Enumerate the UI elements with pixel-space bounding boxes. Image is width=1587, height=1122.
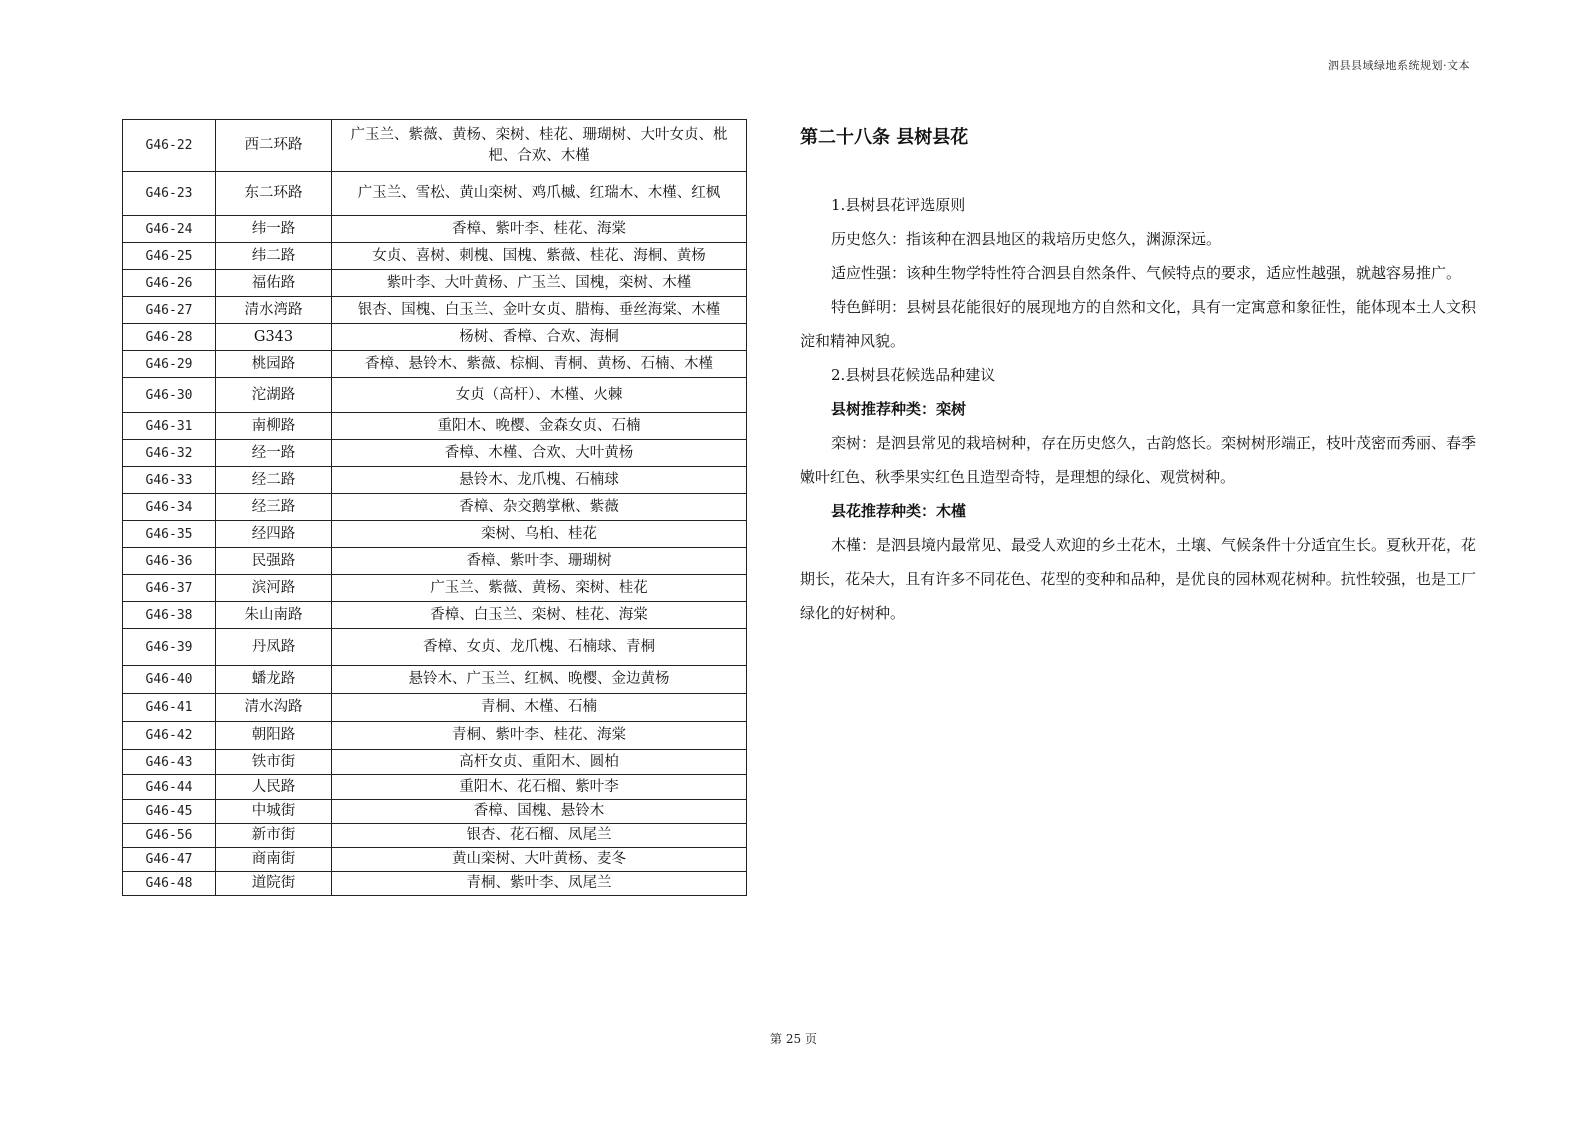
road-name-cell: 纬一路 <box>216 216 332 243</box>
road-name-cell: 东二环路 <box>216 172 332 216</box>
road-code-cell: G46-24 <box>123 216 216 243</box>
principle-history: 历史悠久：指该种在泗县地区的栽培历史悠久，渊源深远。 <box>831 230 1222 248</box>
road-code-cell: G46-35 <box>123 521 216 548</box>
table-row <box>123 120 747 172</box>
table-row <box>123 872 747 896</box>
road-name-cell: 经二路 <box>216 467 332 494</box>
road-name-cell: 铁市街 <box>216 750 332 775</box>
tree-species-cell: 香樟、女贞、龙爪槐、石楠球、青桐 <box>332 629 747 666</box>
road-name-cell: 民强路 <box>216 548 332 575</box>
county-tree-description: 栾树：是泗县常见的栽培树种，存在历史悠久，古韵悠长。栾树树形端正，枝叶茂密而秀丽、春季嫩叶红色、秋季果实红色且造型奇特，是理想的绿化、观赏树种。 <box>800 434 1477 486</box>
road-name-cell: 清水湾路 <box>216 297 332 324</box>
principle-adaptability: 适应性强：该种生物学特性符合泗县自然条件、气候特点的要求，适应性越强，就越容易推广。 <box>831 264 1462 282</box>
road-code-cell: G46-43 <box>123 750 216 775</box>
road-name-cell: 朝阳路 <box>216 722 332 750</box>
document-header-title: 泗县县域绿地系统规划·文本 <box>1328 59 1470 72</box>
table-row <box>123 750 747 775</box>
tree-species-cell: 青桐、木槿、石楠 <box>332 694 747 722</box>
table-row <box>123 351 747 378</box>
table-row <box>123 575 747 602</box>
road-code-cell: G46-47 <box>123 848 216 872</box>
table-row <box>123 694 747 722</box>
road-name-cell: 道院街 <box>216 872 332 896</box>
tree-species-cell: 悬铃木、广玉兰、红枫、晚樱、金边黄杨 <box>332 666 747 694</box>
road-code-cell: G46-25 <box>123 243 216 270</box>
road-name-cell: 朱山南路 <box>216 602 332 629</box>
road-code-cell: G46-34 <box>123 494 216 521</box>
table-row <box>123 243 747 270</box>
road-code-cell: G46-26 <box>123 270 216 297</box>
tree-species-cell: 香樟、紫叶李、珊瑚树 <box>332 548 747 575</box>
tree-species-cell: 香樟、木槿、合欢、大叶黄杨 <box>332 440 747 467</box>
road-code-cell: G46-36 <box>123 548 216 575</box>
tree-species-cell: 悬铃木、龙爪槐、石楠球 <box>332 467 747 494</box>
table-row <box>123 378 747 413</box>
section-heading-candidates: 2.县树县花候选品种建议 <box>831 366 996 384</box>
tree-species-cell: 青桐、紫叶李、桂花、海棠 <box>332 722 747 750</box>
road-code-cell: G46-44 <box>123 775 216 800</box>
tree-species-cell: 黄山栾树、大叶黄杨、麦冬 <box>332 848 747 872</box>
tree-species-cell: 香樟、白玉兰、栾树、桂花、海棠 <box>332 602 747 629</box>
road-name-cell: 人民路 <box>216 775 332 800</box>
road-code-cell: G46-42 <box>123 722 216 750</box>
road-code-cell: G46-40 <box>123 666 216 694</box>
tree-species-cell: 香樟、杂交鹅掌楸、紫薇 <box>332 494 747 521</box>
county-flower-description: 木槿：是泗县境内最常见、最受人欢迎的乡土花木，土壤、气候条件十分适宜生长。夏秋开花，花期长，花朵大，且有许多不同花色、花型的变种和品种，是优良的园林观花树种。抗性较强，也是工厂绿化的好树种。 <box>800 536 1477 622</box>
page-number: 第 25 页 <box>770 1032 817 1046</box>
table-row <box>123 297 747 324</box>
table-row <box>123 324 747 351</box>
table-row <box>123 722 747 750</box>
table-row <box>123 775 747 800</box>
tree-species-cell: 青桐、紫叶李、凤尾兰 <box>332 872 747 896</box>
table-row <box>123 848 747 872</box>
road-code-cell: G46-48 <box>123 872 216 896</box>
road-planting-table <box>122 119 747 896</box>
road-name-cell: 蟠龙路 <box>216 666 332 694</box>
road-code-cell: G46-32 <box>123 440 216 467</box>
tree-species-cell: 银杏、国槐、白玉兰、金叶女贞、腊梅、垂丝海棠、木槿 <box>332 297 747 324</box>
table-row <box>123 800 747 824</box>
table-row <box>123 216 747 243</box>
road-name-cell: 清水沟路 <box>216 694 332 722</box>
road-name-cell: 经三路 <box>216 494 332 521</box>
road-name-cell: 新市街 <box>216 824 332 848</box>
road-code-cell: G46-45 <box>123 800 216 824</box>
table-row <box>123 666 747 694</box>
tree-species-cell: 银杏、花石榴、凤尾兰 <box>332 824 747 848</box>
tree-species-cell: 香樟、国槐、悬铃木 <box>332 800 747 824</box>
county-flower-recommendation: 县花推荐种类：木槿 <box>831 502 967 520</box>
table-row <box>123 270 747 297</box>
tree-species-cell: 广玉兰、雪松、黄山栾树、鸡爪槭、红瑞木、木槿、红枫 <box>332 172 747 216</box>
tree-species-cell: 女贞、喜树、刺槐、国槐、紫薇、桂花、海桐、黄杨 <box>332 243 747 270</box>
section-heading-principles: 1.县树县花评选原则 <box>831 196 966 214</box>
road-code-cell: G46-41 <box>123 694 216 722</box>
road-code-cell: G46-56 <box>123 824 216 848</box>
road-name-cell: 南柳路 <box>216 413 332 440</box>
road-code-cell: G46-27 <box>123 297 216 324</box>
road-code-cell: G46-28 <box>123 324 216 351</box>
table-row <box>123 494 747 521</box>
road-name-cell: 经一路 <box>216 440 332 467</box>
table-row <box>123 824 747 848</box>
road-name-cell: 纬二路 <box>216 243 332 270</box>
road-name-cell: 桃园路 <box>216 351 332 378</box>
tree-species-cell: 重阳木、花石榴、紫叶李 <box>332 775 747 800</box>
county-tree-recommendation: 县树推荐种类：栾树 <box>831 400 967 418</box>
table-row <box>123 413 747 440</box>
road-code-cell: G46-39 <box>123 629 216 666</box>
principle-character: 特色鲜明：县树县花能很好的展现地方的自然和文化，具有一定寓意和象征性，能体现本土人文积淀和精神风貌。 <box>800 298 1477 350</box>
road-name-cell: 滨河路 <box>216 575 332 602</box>
table-row <box>123 467 747 494</box>
table-row <box>123 440 747 467</box>
road-name-cell: G343 <box>216 324 332 351</box>
tree-species-cell: 杨树、香樟、合欢、海桐 <box>332 324 747 351</box>
tree-species-cell: 广玉兰、紫薇、黄杨、栾树、桂花 <box>332 575 747 602</box>
tree-species-cell: 香樟、悬铃木、紫薇、棕榈、青桐、黄杨、石楠、木槿 <box>332 351 747 378</box>
table-body <box>123 120 747 896</box>
road-code-cell: G46-37 <box>123 575 216 602</box>
tree-species-cell: 紫叶李、大叶黄杨、广玉兰、国槐，栾树、木槿 <box>332 270 747 297</box>
tree-species-cell: 香樟、紫叶李、桂花、海棠 <box>332 216 747 243</box>
tree-species-cell: 广玉兰、紫薇、黄杨、栾树、桂花、珊瑚树、大叶女贞、枇杷、合欢、木槿 <box>332 120 747 172</box>
road-name-cell: 西二环路 <box>216 120 332 172</box>
road-code-cell: G46-29 <box>123 351 216 378</box>
road-code-cell: G46-22 <box>123 120 216 172</box>
road-code-cell: G46-38 <box>123 602 216 629</box>
table-row <box>123 548 747 575</box>
road-name-cell: 沱湖路 <box>216 378 332 413</box>
table-row <box>123 172 747 216</box>
article-title: 第二十八条 县树县花 <box>800 127 969 148</box>
tree-species-cell: 高杆女贞、重阳木、圆柏 <box>332 750 747 775</box>
road-name-cell: 福佑路 <box>216 270 332 297</box>
table-row <box>123 521 747 548</box>
road-code-cell: G46-33 <box>123 467 216 494</box>
road-code-cell: G46-30 <box>123 378 216 413</box>
road-name-cell: 商南街 <box>216 848 332 872</box>
road-name-cell: 中城街 <box>216 800 332 824</box>
tree-species-cell: 重阳木、晚樱、金森女贞、石楠 <box>332 413 747 440</box>
tree-species-cell: 女贞（高杆）、木槿、火棘 <box>332 378 747 413</box>
article-section <box>800 124 1476 630</box>
table-row <box>123 602 747 629</box>
road-name-cell: 丹凤路 <box>216 629 332 666</box>
road-code-cell: G46-23 <box>123 172 216 216</box>
road-name-cell: 经四路 <box>216 521 332 548</box>
tree-species-cell: 栾树、乌桕、桂花 <box>332 521 747 548</box>
road-code-cell: G46-31 <box>123 413 216 440</box>
table-row <box>123 629 747 666</box>
